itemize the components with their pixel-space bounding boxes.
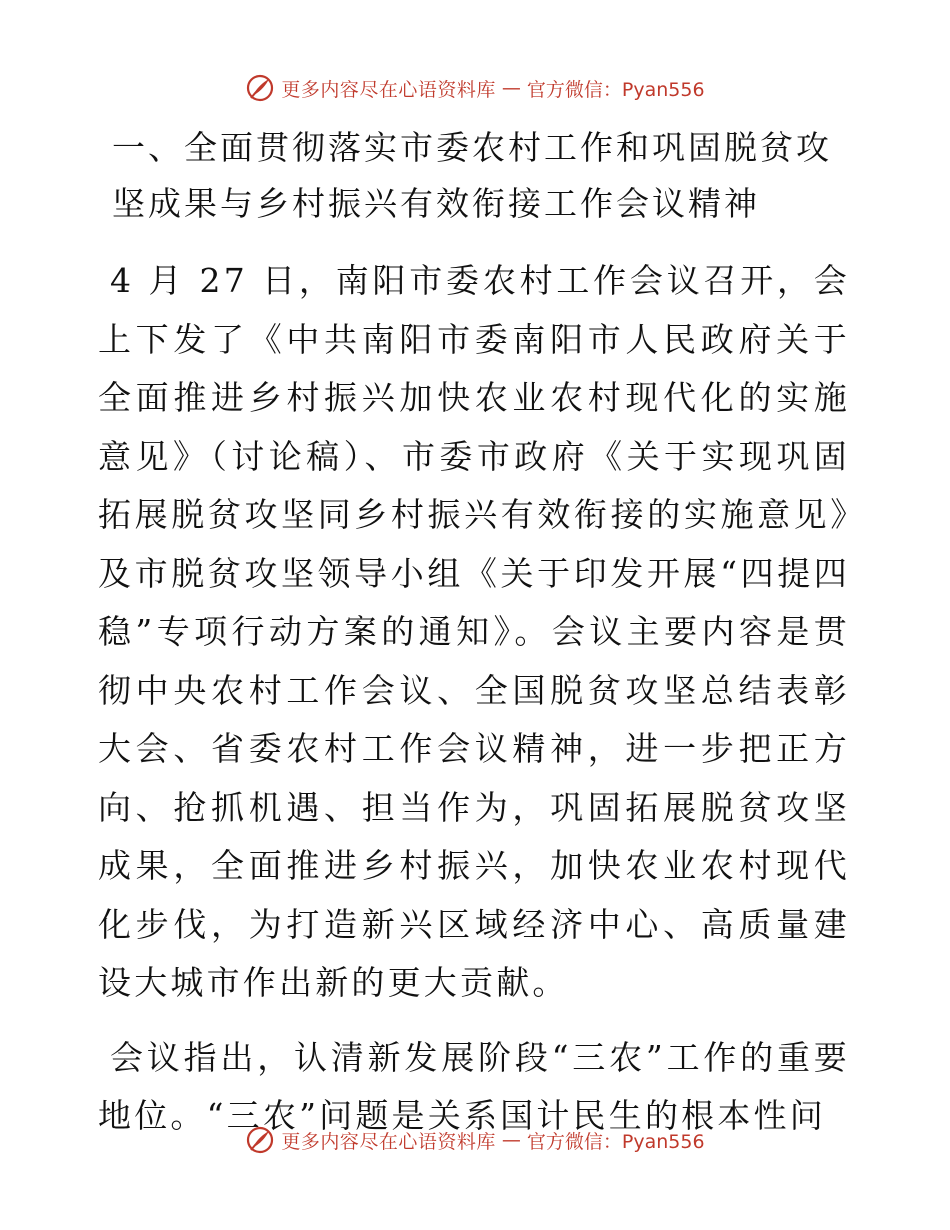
watermark-dash: — <box>501 1129 521 1151</box>
watermark-header <box>0 73 950 103</box>
feather-pen-icon <box>245 1125 275 1155</box>
watermark-wechat: 官方微信：Pyan556 <box>526 78 705 101</box>
watermark-dash: — <box>501 77 521 99</box>
paragraph-2: 会议指出，认清新发展阶段“三农”工作的重要地位。“三农”问题是关系国计民生的根本性问 <box>98 1037 850 1135</box>
paragraph-1: 4 月 27 日，南阳市委农村工作会议召开，会上下发了《中共南阳市委南阳市人民政府关于全面推进乡村振兴加快农业农村现代化的实施意见》（讨论稿）、市委市政府《关于实现巩固拓展脱贫攻坚同乡村振兴有效衔接的实施意见》及市脱贫攻坚领导小组《关于印发开展“四提四稳”专项行动方案的通知》。会议主要内容是贯彻中央农村工作会议、全国脱贫攻坚总结表彰大会、省委农村工作会议精神，进一步把正方向、抢抓机遇、担当作为，巩固拓展脱贫攻坚成果，全面推进乡村振兴，加快农业农村现代化步伐，为打造新兴区域经济中心、高质量建设大城市作出新的更大贡献。 <box>98 261 850 1002</box>
feather-pen-icon <box>245 73 275 103</box>
watermark-wechat: 官方微信：Pyan556 <box>526 1130 705 1153</box>
document-body <box>98 120 850 1146</box>
watermark-site-text: 更多内容尽在心语资料库 <box>281 78 496 101</box>
watermark-footer <box>0 1125 950 1155</box>
watermark-site-text: 更多内容尽在心语资料库 <box>281 1130 496 1153</box>
section-heading: 一、全面贯彻落实市委农村工作和巩固脱贫攻坚成果与乡村振兴有效衔接工作会议精神 <box>112 128 832 223</box>
